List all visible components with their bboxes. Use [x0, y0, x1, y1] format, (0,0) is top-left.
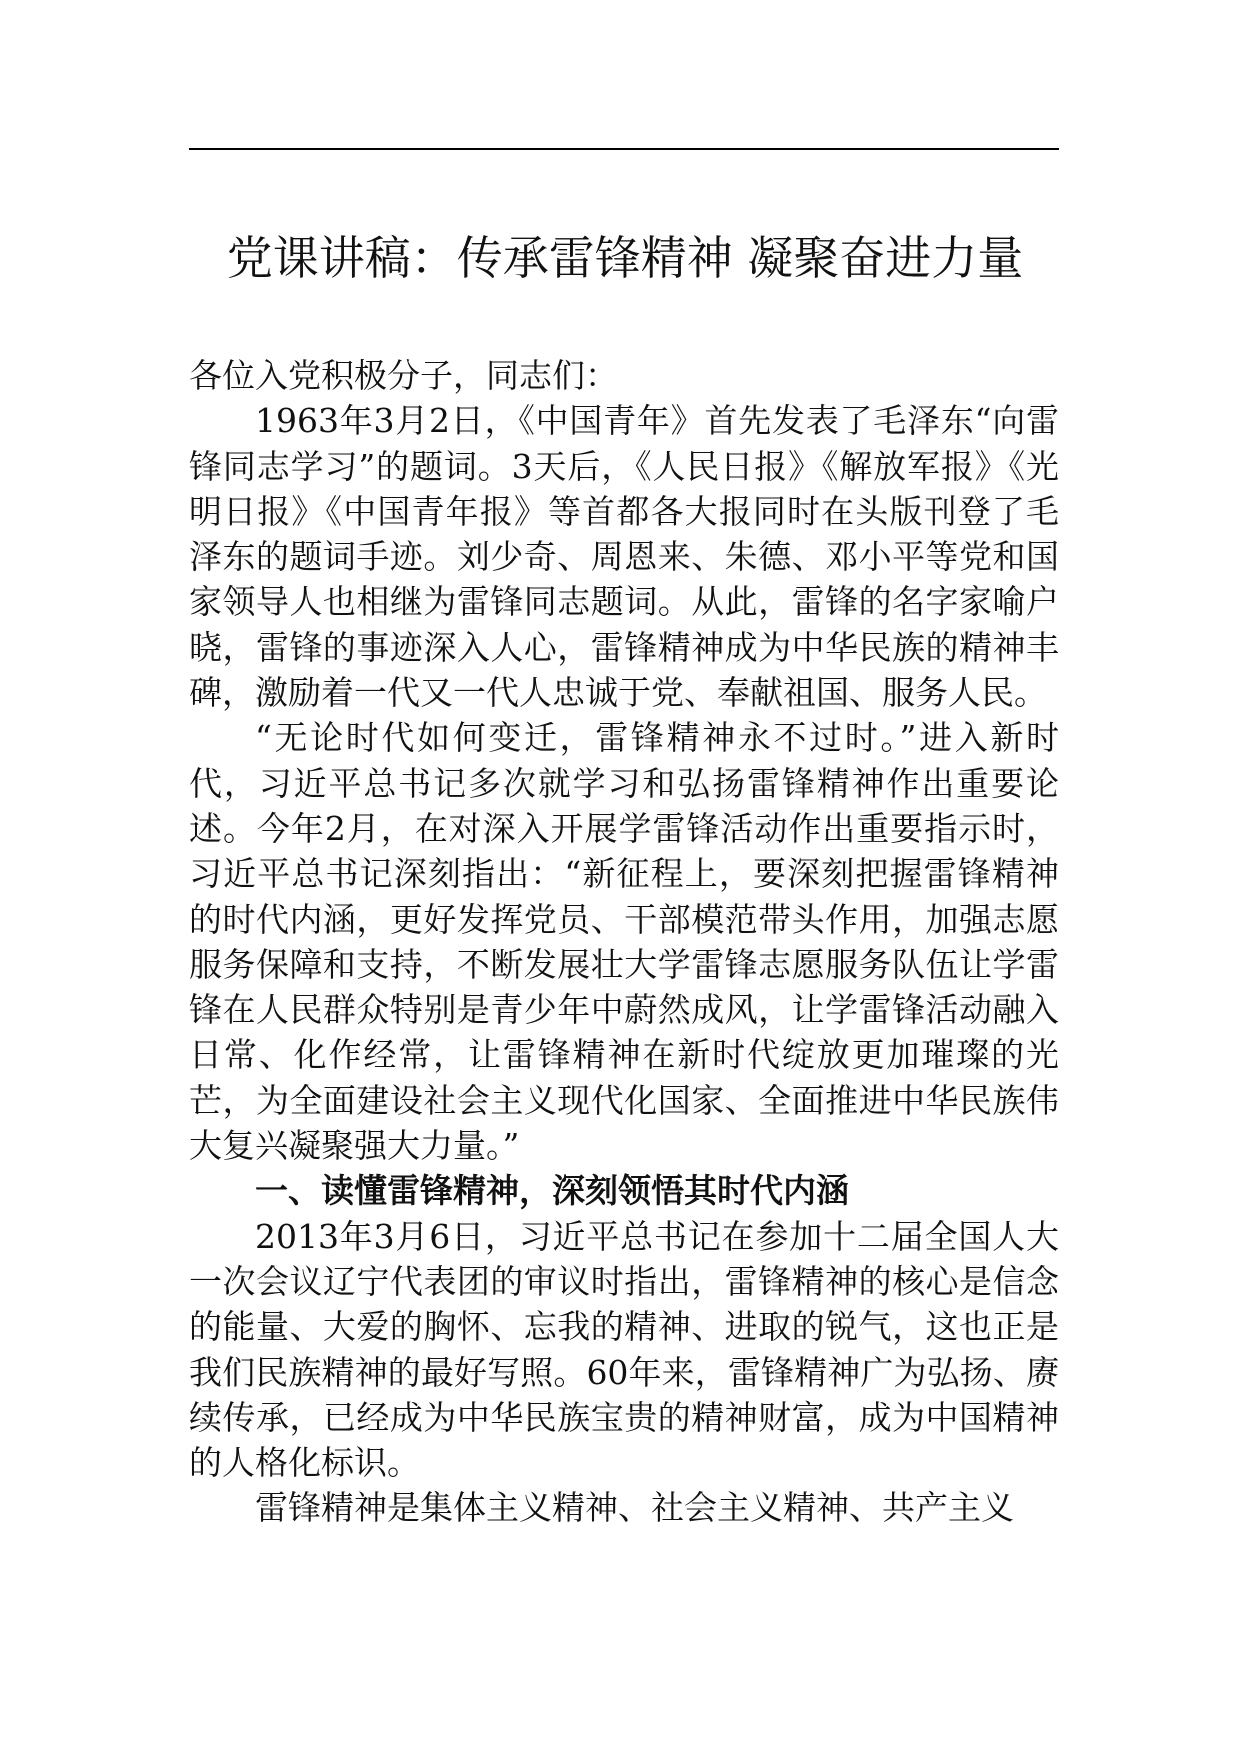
- paragraph-1: 1963年3月2日，《中国青年》首先发表了毛泽东“向雷锋同志学习”的题词。3天后，《人民日报》《解放军报》《光明日报》《中国青年报》等首都各大报同时在头版刊登了毛泽东的题词手迹。刘少奇、周恩来、朱德、邓小平等党和国家领导人也相继为雷锋同志题词。从此，雷锋的名字家喻户晓，雷锋的事迹深入人心，雷锋精神成为中华民族的精神丰碑，激励着一代又一代人忠诚于党、奉献祖国、服务人民。: [189, 401, 1059, 713]
- salutation: 各位入党积极分子，同志们：: [189, 356, 618, 395]
- paragraph-2: “无论时代如何变迁，雷锋精神永不过时。”进入新时代，习近平总书记多次就学习和弘扬雷锋精神作出重要论述。今年2月，在对深入开展学雷锋活动作出重要指示时，习近平总书记深刻指出：“新征程上，要深刻把握雷锋精神的时代内涵，更好发挥党员、干部模范带头作用，加强志愿服务保障和支持，不断发展壮大学雷锋志愿服务队伍让学雷锋在人民群众特别是青少年中蔚然成风，让学雷锋活动融入日常、化作经常，让雷锋精神在新时代绽放更加璀璨的光芒，为全面建设社会主义现代化国家、全面推进中华民族伟大复兴凝聚强大力量。”: [189, 718, 1059, 1166]
- document-title: 党课讲稿：传承雷锋精神 凝聚奋进力量: [226, 231, 1024, 285]
- section-heading-1: 一、读懂雷锋精神，深刻领悟其时代内涵: [255, 1171, 849, 1211]
- document-body: [189, 353, 1059, 1531]
- section-paragraph-2: 雷锋精神是集体主义精神、社会主义精神、共产主义: [255, 1488, 1014, 1528]
- header-rule: [189, 148, 1059, 150]
- section-paragraph-1: 2013年3月6日，习近平总书记在参加十二届全国人大一次会议辽宁代表团的审议时指出，雷锋精神的核心是信念的能量、大爱的胸怀、忘我的精神、进取的锐气，这也正是我们民族精神的最好写照。60年来，雷锋精神广为弘扬、赓续传承，已经成为中华民族宝贵的精神财富，成为中国精神的人格化标识。: [189, 1216, 1059, 1483]
